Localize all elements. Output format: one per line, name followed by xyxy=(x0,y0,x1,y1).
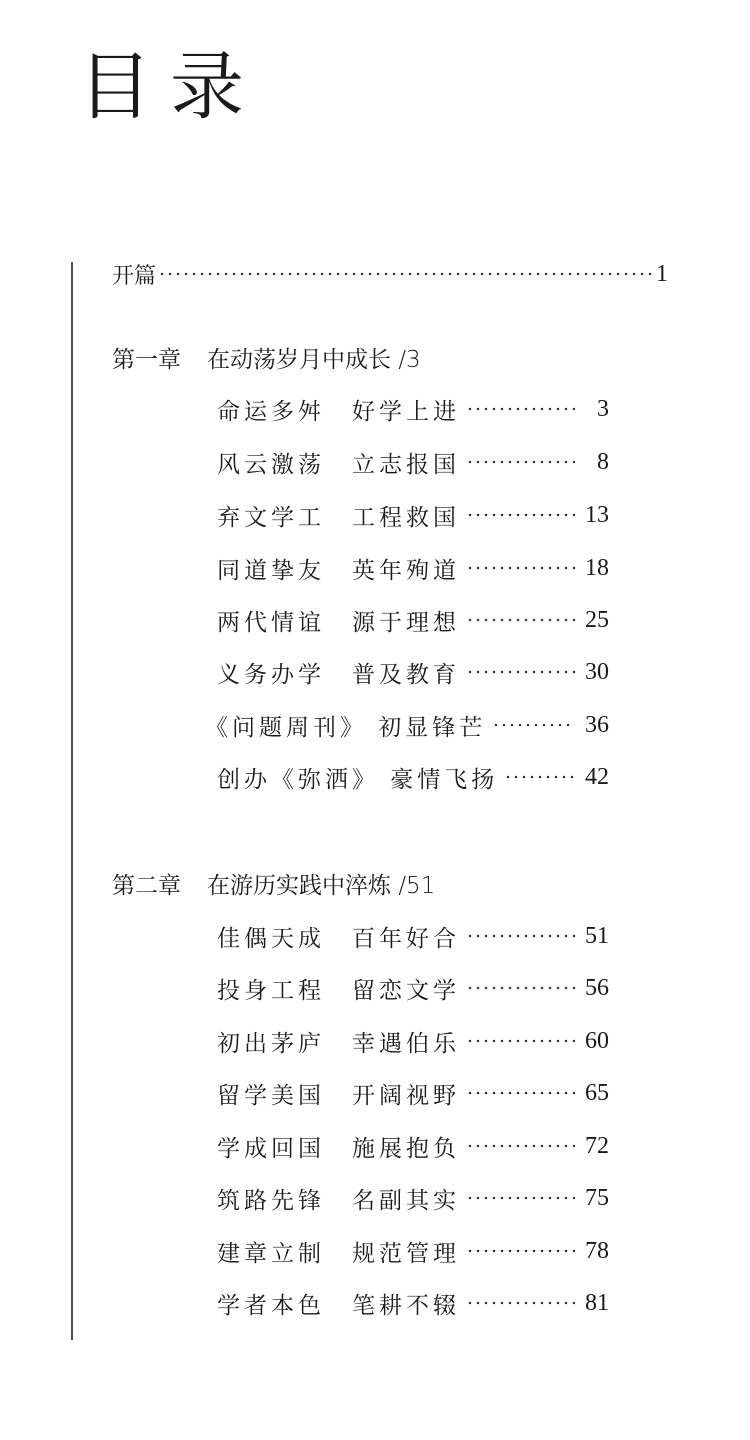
toc-entry[interactable] xyxy=(217,920,609,952)
toc-entry[interactable] xyxy=(217,972,609,1004)
toc-entry-page: 36 xyxy=(585,711,609,738)
toc-entry-label: 《问题周刊》 初显锋芒 xyxy=(205,714,487,741)
toc-entry-label: 开篇 xyxy=(112,263,157,289)
dot-leader xyxy=(158,270,654,278)
dot-leader xyxy=(466,1037,575,1045)
chapter-number: 第一章 xyxy=(112,346,181,373)
toc-entry-label: 投身工程 留恋文学 xyxy=(217,977,460,1004)
dot-leader xyxy=(466,616,575,624)
dot-leader xyxy=(466,1194,575,1202)
toc-entry[interactable] xyxy=(217,656,609,688)
toc-entry-page: 3 xyxy=(597,395,609,422)
toc-entry[interactable] xyxy=(217,1235,609,1267)
toc-entry-page: 8 xyxy=(597,448,609,475)
dot-leader xyxy=(466,564,575,572)
toc-entry-label: 弃文学工 工程救国 xyxy=(217,504,460,531)
toc-entry[interactable] xyxy=(217,552,609,584)
toc-entry-label: 义务办学 普及教育 xyxy=(217,661,460,688)
dot-leader xyxy=(466,1299,575,1307)
toc-entry-label: 同道挚友 英年殉道 xyxy=(217,557,460,584)
page-title: 目录 xyxy=(78,44,262,130)
toc-entry-page: 72 xyxy=(585,1132,609,1159)
chapter-heading[interactable] xyxy=(112,341,421,373)
toc-entry-page: 13 xyxy=(585,501,609,528)
toc-entry[interactable] xyxy=(217,1077,609,1109)
dot-leader xyxy=(504,773,575,781)
toc-entry-page: 56 xyxy=(585,974,609,1001)
chapter-heading[interactable] xyxy=(112,867,435,899)
vertical-rule xyxy=(71,262,73,1340)
toc-entry-label: 佳偶天成 百年好合 xyxy=(217,925,460,952)
toc-entry[interactable] xyxy=(217,761,609,793)
toc-entry-label: 命运多舛 好学上进 xyxy=(217,398,460,425)
chapter-page: /3 xyxy=(398,346,421,373)
toc-entry-label: 学者本色 笔耕不辍 xyxy=(217,1292,460,1319)
chapter-page: /51 xyxy=(398,872,436,899)
toc-entry-page: 30 xyxy=(585,658,609,685)
dot-leader xyxy=(466,1142,575,1150)
toc-entry-label: 留学美国 开阔视野 xyxy=(217,1082,460,1109)
toc-entry-label: 风云激荡 立志报国 xyxy=(217,451,460,478)
toc-entry-label: 筑路先锋 名副其实 xyxy=(217,1187,460,1214)
toc-entry-label: 创办《弥洒》 豪情飞扬 xyxy=(217,766,499,793)
toc-entry[interactable] xyxy=(217,446,609,478)
toc-entry-page: 60 xyxy=(585,1027,609,1054)
dot-leader xyxy=(492,721,575,729)
dot-leader xyxy=(466,932,575,940)
toc-entry-page: 65 xyxy=(585,1079,609,1106)
toc-entry-label: 两代情谊 源于理想 xyxy=(217,609,460,636)
toc-entry[interactable] xyxy=(217,499,609,531)
toc-entry-page: 75 xyxy=(585,1184,609,1211)
toc-entry[interactable] xyxy=(217,1287,609,1319)
toc-entry-page: 18 xyxy=(585,554,609,581)
toc-entry-page: 1 xyxy=(656,260,668,287)
toc-entry[interactable] xyxy=(217,1025,609,1057)
toc-entry-page: 25 xyxy=(585,606,609,633)
toc-entry[interactable] xyxy=(217,393,609,425)
toc-entry-label: 学成回国 施展抱负 xyxy=(217,1135,460,1162)
chapter-title: 在动荡岁月中成长 xyxy=(207,346,391,373)
toc-entry[interactable] xyxy=(205,709,609,741)
toc-entry-page: 42 xyxy=(585,763,609,790)
dot-leader xyxy=(466,405,575,413)
dot-leader xyxy=(466,668,575,676)
dot-leader xyxy=(466,458,575,466)
dot-leader xyxy=(466,1247,575,1255)
dot-leader xyxy=(466,511,575,519)
toc-entry[interactable] xyxy=(217,1182,609,1214)
dot-leader xyxy=(466,1089,575,1097)
toc-entry-page: 81 xyxy=(585,1289,609,1316)
toc-entry-page: 51 xyxy=(585,922,609,949)
toc-entry-label: 建章立制 规范管理 xyxy=(217,1240,460,1267)
dot-leader xyxy=(466,984,575,992)
chapter-title: 在游历实践中淬炼 xyxy=(207,872,391,899)
toc-entry-label: 初出茅庐 幸遇伯乐 xyxy=(217,1030,460,1057)
toc-entry-page: 78 xyxy=(585,1237,609,1264)
toc-entry-opening[interactable] xyxy=(112,258,668,290)
chapter-number: 第二章 xyxy=(112,872,181,899)
toc-entry[interactable] xyxy=(217,604,609,636)
toc-entry[interactable] xyxy=(217,1130,609,1162)
